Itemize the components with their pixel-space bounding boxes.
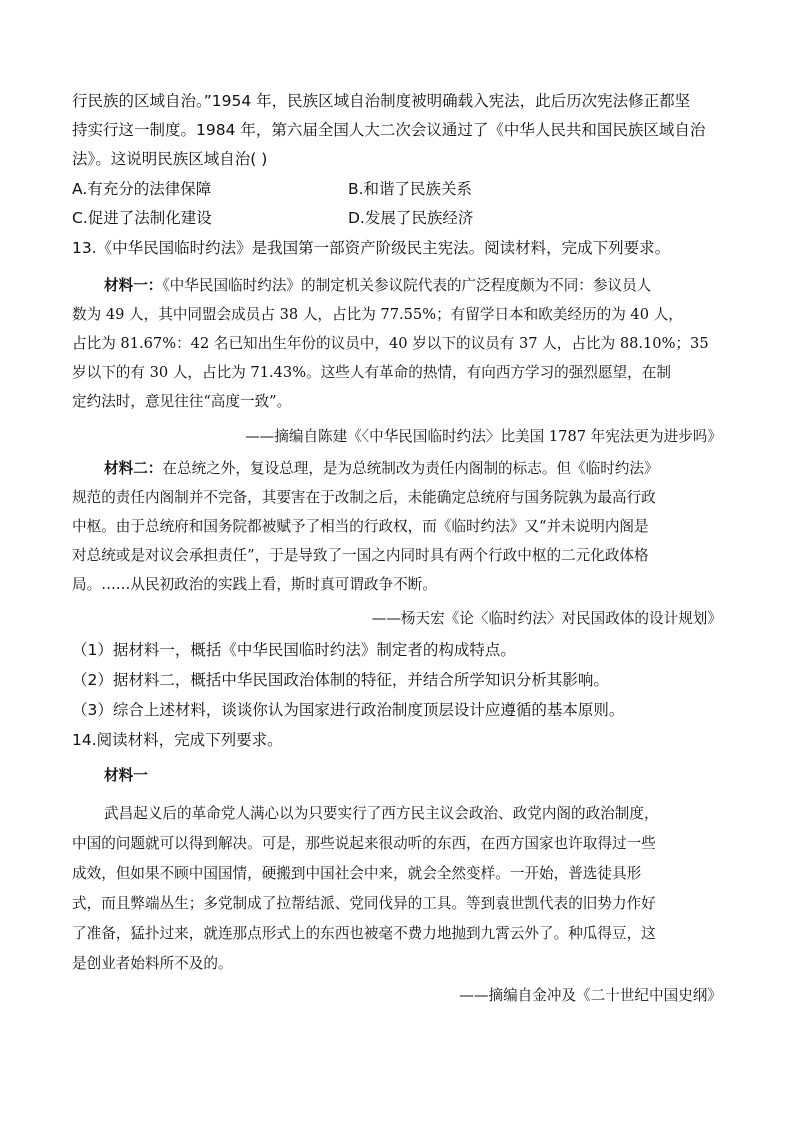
q14-material-1-label: 材料一	[104, 767, 148, 784]
q13-material-2-first-line	[104, 458, 754, 480]
q14-material-1-line: 武昌起义后的革命党人满心以为只要实行了西方民主议会政治、政党内阁的政治制度，	[104, 805, 659, 822]
material-1-label: 材料一：	[104, 277, 163, 294]
q13-question-2: （2）据材料二，概括中华民国政治体制的特征，并结合所学知识分析其影响。	[72, 671, 609, 689]
q13-material-2-line: 局。……从民初政治的实践上看，斯时真可谓政争不断。	[72, 576, 437, 593]
q13-material-1-line: 定约法时，意见往往“高度一致”。	[72, 393, 292, 410]
q12-option-row-1	[72, 178, 722, 200]
option-d[interactable]: D.发展了民族经济	[348, 209, 474, 227]
option-a[interactable]: A.有充分的法律保障	[72, 180, 212, 198]
q12-line-3: 法》。这说明民族区域自治( )	[72, 150, 268, 168]
q13-question-3: （3）综合上述材料，谈谈你认为国家进行政治制度顶层设计应遵循的基本原则。	[72, 701, 625, 719]
q13-material-1-first-line	[104, 275, 754, 297]
q14-material-1-source: ——摘编自金冲及《二十世纪中国史纲》	[459, 987, 722, 1004]
material-1-text: 《中华民国临时约法》的制定机关参议院代表的广泛程度颇为不同：参议员人	[162, 277, 652, 294]
q14-material-1-line: 中国的问题就可以得到解决。可是，那些说起来很动听的东西，在西方国家也许取得过一些	[72, 835, 656, 852]
q13-material-1-line: 占比为 81.67%：42 名已知出生年份的议员中，40 岁以下的议员有 37 人，占比为 88.10%；35	[72, 335, 709, 352]
q13-question-1: （1）据材料一，概括《中华民国临时约法》制定者的构成特点。	[72, 641, 516, 659]
q14-stem: 14.阅读材料，完成下列要求。	[72, 731, 283, 749]
q12-line-1: 行民族的区域自治。”1954 年，民族区域自治制度被明确载入宪法，此后历次宪法修正都坚	[72, 92, 691, 110]
material-2-label: 材料二：	[104, 460, 163, 477]
q13-material-1-line: 岁以下的有 30 人，占比为 71.43%。这些人有革命的热情，有向西方学习的强烈愿望，在制	[72, 364, 671, 381]
q13-material-2-line: 对总统或是对议会承担责任”，于是导致了一国之内同时具有两个行政中枢的二元化政体格	[72, 547, 649, 564]
option-b[interactable]: B.和谐了民族关系	[348, 180, 473, 198]
q13-material-1-source: ——摘编自陈建《〈中华民国临时约法〉比美国 1787 年宪法更为进步吗》	[245, 428, 722, 445]
material-2-text: 在总统之外，复设总理，是为总统制改为责任内阁制的标志。但《临时约法》	[162, 460, 659, 477]
q13-material-2-line: 规范的责任内阁制并不完备，其要害在于改制之后，未能确定总统府与国务院孰为最高行政	[72, 489, 656, 506]
q12-option-row-2	[72, 207, 722, 229]
option-c[interactable]: C.促进了法制化建设	[72, 209, 212, 227]
q13-stem: 13.《中华民国临时约法》是我国第一部资产阶级民主宪法。阅读材料，完成下列要求。	[72, 239, 671, 257]
q12-line-2: 持实行这一制度。1984 年，第六届全国人大二次会议通过了《中华人民共和国民族区域自治	[72, 121, 706, 139]
q14-material-1-line: 了准备，猛扑过来，就连那点形式上的东西也被毫不费力地抛到九霄云外了。种瓜得豆，这	[72, 925, 656, 942]
q14-material-1-line: 是创业者始料所不及的。	[72, 955, 233, 972]
q13-material-2-source: ——杨天宏《论〈临时约法〉对民国政体的设计规划》	[371, 610, 722, 627]
q13-material-2-line: 中枢。由于总统府和国务院都被赋予了相当的行政权，而《临时约法》又“并未说明内阁是	[72, 518, 649, 535]
q13-material-1-line: 数为 49 人，其中同盟会成员占 38 人，占比为 77.55%；有留学日本和欧美经历的为 40 人，	[72, 306, 683, 323]
q14-material-1-line: 成效，但如果不顾中国国情，硬搬到中国社会中来，就会全然变样。一开始，普选徒具形	[72, 865, 642, 882]
q14-material-1-line: 式，而且弊端丛生；多党制成了拉帮结派、党同伐异的工具。等到袁世凯代表的旧势力作好	[72, 895, 656, 912]
